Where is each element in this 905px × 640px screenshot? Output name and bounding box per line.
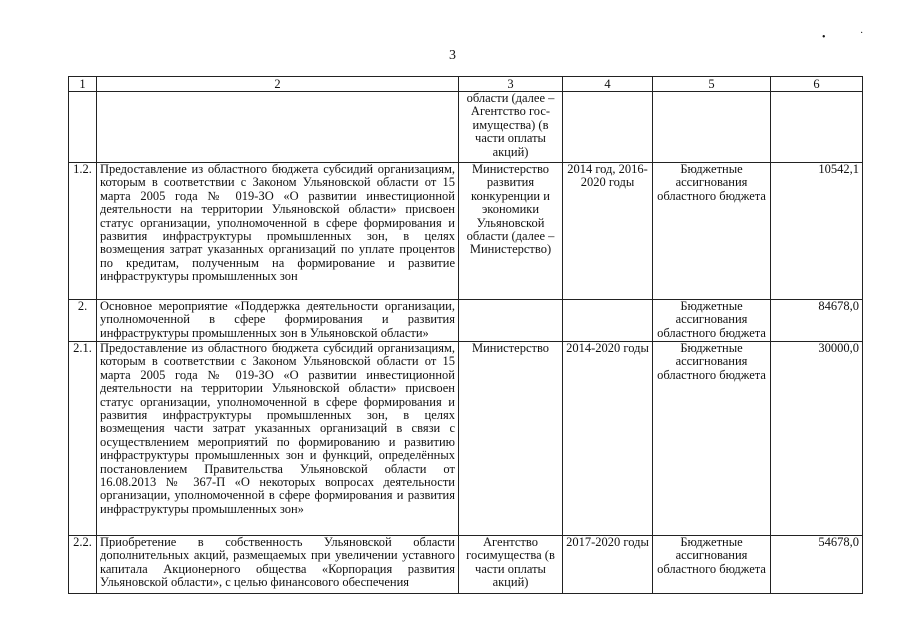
table-row	[69, 92, 863, 163]
row-number: 2.1.	[69, 342, 97, 536]
row-executor: области (далее – Агентство гос-имущества) (в части оплаты акций)	[459, 92, 563, 163]
row-period	[563, 300, 653, 342]
row-source: Бюджетные ассигнования областного бюджета	[653, 342, 771, 536]
row-amount: 10542,1	[771, 163, 863, 300]
row-period: 2014-2020 годы	[563, 342, 653, 536]
row-executor: Министерство развития конкуренции и экономики Ульяновской области (далее – Министерство)	[459, 163, 563, 300]
column-number: 3	[459, 77, 563, 92]
row-source: Бюджетные ассигнования областного бюджета	[653, 300, 771, 342]
row-source: Бюджетные ассигнования областного бюджета	[653, 163, 771, 300]
column-number: 5	[653, 77, 771, 92]
table-row	[69, 536, 863, 594]
row-number	[69, 92, 97, 163]
column-number: 6	[771, 77, 863, 92]
row-period: 2017-2020 годы	[563, 536, 653, 594]
row-description	[97, 92, 459, 163]
page-number: 3	[449, 48, 456, 63]
column-number: 2	[97, 77, 459, 92]
row-executor	[459, 300, 563, 342]
row-amount	[771, 92, 863, 163]
row-period	[563, 92, 653, 163]
row-amount: 84678,0	[771, 300, 863, 342]
row-description: Основное мероприятие «Поддержка деятельности организации, уполномоченной в сфере формирования и развития инфраструктуры промышленных зон в Ульяновской области»	[97, 300, 459, 342]
scan-dot: ·	[860, 28, 864, 39]
table-row	[69, 342, 863, 536]
row-number: 2.2.	[69, 536, 97, 594]
row-source	[653, 92, 771, 163]
row-number: 1.2.	[69, 163, 97, 300]
row-description: Предоставление из областного бюджета субсидий организациям, которым в соответствии с Законом Ульяновской области от 15 марта 2005 года № 019-ЗО «О развитии инвестиционной деятельности на территории Ульяновской области» присвоен статус организации, уполномоченной в сфере формирования и развития инфраструктуры промышленных зон, в целях возмещения части затрат указанных организаций в связи с осуществлением мероприятий по формированию и развитию инфраструктуры промышленных зон и функций, определённых постановлением Правительства Ульяновской области от 16.08.2013 № 367-П «О некоторых вопросах деятельности организации, уполномоченной в сфере формирования и развития инфраструктуры промышленных зон»	[97, 342, 459, 536]
row-source: Бюджетные ассигнования областного бюджета	[653, 536, 771, 594]
row-description: Приобретение в собственность Ульяновской области дополнительных акций, размещаемых при увеличении уставного капитала Акционерного общества «Корпорация развития Ульяновской области», с целью финансового обеспечения	[97, 536, 459, 594]
row-amount: 30000,0	[771, 342, 863, 536]
program-table	[68, 76, 863, 594]
row-executor: Агентство госимущества (в части оплаты акций)	[459, 536, 563, 594]
column-number: 4	[563, 77, 653, 92]
row-description: Предоставление из областного бюджета субсидий организациям, которым в соответствии с Законом Ульяновской области от 15 марта 2005 года № 019-ЗО «О развитии инвестиционной деятельности на территории Ульяновской области» присвоен статус организации, уполномоченной в сфере формирования и развития инфраструктуры промышленных зон, в целях возмещения затрат указанных организаций по уплате процентов по кредитам, полученным на формирование и развитие инфраструктуры промышленных зон	[97, 163, 459, 300]
row-executor: Министерство	[459, 342, 563, 536]
row-amount: 54678,0	[771, 536, 863, 594]
scan-dot: •	[822, 32, 826, 43]
table-row	[69, 163, 863, 300]
table-row	[69, 300, 863, 342]
row-number: 2.	[69, 300, 97, 342]
column-number: 1	[69, 77, 97, 92]
column-number-row	[69, 77, 863, 92]
row-period: 2014 год, 2016-2020 годы	[563, 163, 653, 300]
